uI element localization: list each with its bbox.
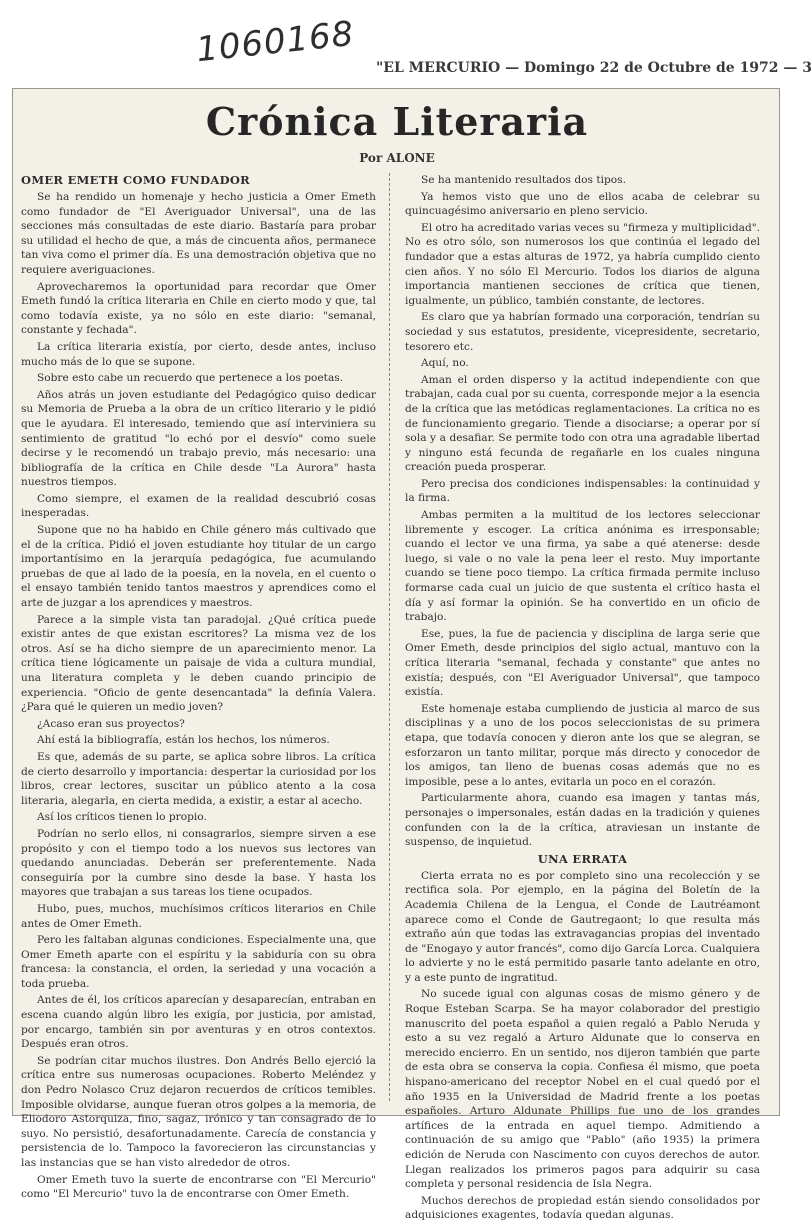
paragraph: Muchos derechos de propiedad están siendo consolidados por adquisiciones exagentes, todavía quedan algunas. [405, 1194, 760, 1222]
paragraph: Omer Emeth tuvo la suerte de encontrarse con "El Mercurio" como "El Mercurio" tuvo la de encontrarse con Omer Emeth. [21, 1173, 376, 1201]
article-byline: Por ALONE [359, 151, 435, 165]
paragraph: Aman el orden disperso y la actitud independiente con que trabajan, cada cual por su cuenta, corresponde mejor a la esencia de la crítica que las metódicas reglamentaciones. La crítica no es de funcionamiento gregario. Tiende a disociarse; a operar por sí sola y a desafiar. Se permite todo con otra una agradable libertad y ninguno está fecunda de regañarle en los cuales ninguna creación pueda prosperar. [405, 373, 760, 474]
paragraph: Parece a la simple vista tan paradojal. ¿Qué crítica puede existir antes de que existan escritores? La misma vez de los otros. Así se ha dicho siempre de un aparecimiento menor. La crítica tiene lógicamente un paisaje de vida a cultura mundial, una literatura completa y le deben cuando principio de experiencia. "Oficio de gente desencantada" la definía Valera. ¿Para qué le quieren un medio joven? [21, 613, 376, 714]
paragraph: La crítica literaria existía, por cierto, desde antes, incluso mucho más de lo que se supone. [21, 340, 376, 368]
paragraph: Ese, pues, la fue de paciencia y disciplina de larga serie que Omer Emeth, desde principios del siglo actual, mantuvo con la crítica literaria "semanal, fechada y constante" que antes no existía; después, con "El Averiguador Universal", que tampoco existía. [405, 627, 760, 699]
paragraph: Como siempre, el examen de la realidad descubrió cosas inesperadas. [21, 492, 376, 520]
paragraph: Cierta errata no es por completo sino una recolección y se rectifica sola. Por ejemplo, en la página del Boletín de la Academia Chilena de la Lengua, el Conde de Lautréamont aparece como el Conde de Gautregaont; lo que resulta más extraño aún que todas las extravagancias propias del inventado de "Enogayo y autor francés", como dijo García Lorca. Cualquiera lo advierte y no le está permitido pasarle tanto adelante en otro, y a este punto de ingratitud. [405, 869, 760, 984]
paragraph: Es que, además de su parte, se aplica sobre libros. La crítica de cierto desarrollo y importancia: despertar la curiosidad por los libros, crear lectores, suscitar un público atento a la cosa literaria, alegarla, en cierta medida, a existir, a estar al acecho. [21, 750, 377, 807]
paragraph: No sucede igual con algunas cosas de mismo género y de Roque Esteban Scarpa. Se ha mayor colaborador del prestigio manuscrito del poeta español a quien regaló a Pablo Neruda y esto a su vez regaló a Arturo Aldunate que lo conserva en merecido encierro. En un sentido, nos dijeron también que parte de esta obra se conserva la copia. Confiesa él mismo, que poeta hispano-americano del receptor Nobel en el cual quedó por el año 1935 en la Universidad de Madrid frente a los poetas españoles. Arturo Aldunate Phillips fue uno de los grandes artífices de la entrada en aquel tiempo. Admitiendo a continuación de su amigo que "Pablo" (año 1935) la primera edición de Neruda con Nascimento con cuyos derechos de autor. Llegan realizados los primeros pagos para adquirir su casa completa y personal residencia de Isla Negra. [405, 988, 760, 1191]
paragraph: Podrían no serlo ellos, ni consagrarlos, siempre sirven a ese propósito y con el tiempo todo a los nuevos sus lectores van quedando anunciadas. Deberán ser preferentemente. Nada conseguiría por la cumbre sino desde la base. Y hasta los mayores que trabajan a sus tareas los tiene ocupados. [21, 827, 376, 899]
newspaper-clipping [12, 88, 780, 1222]
paragraph: Se ha rendido un homenaje y hecho justicia a Omer Emeth como fundador de "El Averiguador Universal", una de las secciones más consultadas de este diario. Bastaría para probar su utilidad el hecho de que, a más de cincuenta años, permanece tan viva como el primer día. Es una demostración objetiva que no requiere averiguaciones. [21, 191, 376, 276]
paragraph: Aprovecharemos la oportunidad para recordar que Omer Emeth fundó la crítica literaria en Chile en cierto modo y que, tal como todavía existe, ya no sólo en este diario: "semanal, constante y fechada". [21, 280, 376, 337]
right-column [405, 173, 760, 1222]
paragraph: Antes de él, los críticos aparecían y desaparecían, entraban en escena cuando algún libro les exigía, por justicia, por amistad, por encargo, también sin por aventuras y en otros contextos. Después eran otros. [21, 994, 376, 1051]
paragraph: Ya hemos visto que uno de ellos acaba de celebrar su quincuagésimo aniversario en pleno servicio. [405, 190, 760, 218]
left-column [21, 173, 377, 1201]
column-divider [389, 173, 390, 1101]
paragraph: Ahí está la bibliografía, están los hechos, los números. [37, 734, 330, 747]
paragraph: ¿Acaso eran sus proyectos? [37, 717, 185, 730]
paragraph: El otro ha acreditado varias veces su "firmeza y multiplicidad". No es otro sólo, son numerosos los que continúa el legado del fundador que a estas alturas de 1972, ya habría cumplido ciento cien años. Y no sólo El Mercurio. Todos los diarios de alguna importancia mantienen secciones de crítica que tienen, igualmente, un público, también constante, de lectores. [405, 221, 760, 307]
right-column-body [405, 173, 760, 850]
handwritten-catalog-number: 1060168 [194, 13, 357, 71]
paragraph: Es claro que ya habrían formado una corporación, tendrían su sociedad y sus estatutos, presidente, vicepresidente, secretario, tesorero etc. [405, 311, 760, 353]
paragraph: Particularmente ahora, cuando esa imagen y tantas más, personajes o impersonales, están dadas en la tradición y quienes confunden con la de la crítica, atraviesan un instante de suspenso, de inquietud. [405, 792, 760, 849]
paragraph: Aquí, no. [421, 357, 469, 370]
article-title: Crónica Literaria [205, 99, 589, 144]
paragraph: Pero les faltaban algunas condiciones. Especialmente una, que Omer Emeth aparte con el espíritu y la sabiduría con su obra francesa: la constancia, el orden, la seriedad y una vocación a toda prueba. [21, 934, 376, 990]
paragraph: Años atrás un joven estudiante del Pedagógico quiso dedicar su Memoria de Prueba a la obra de un crítico literario y le pidió que le ayudara. El interesado, temiendo que así interviniera su sentimiento de gratitud "lo echó por el desvío" como suele decirse y le recomendó un trabajo previo, más necesario: una bibliografía de la crítica en Chile desde "La Aurora" hasta nuestros tiempos. [21, 388, 376, 489]
left-column-body [21, 190, 376, 1202]
paragraph: Pero precisa dos condiciones indispensables: la continuidad y la firma. [405, 477, 760, 505]
paragraph: Supone que no ha habido en Chile género más cultivado que el de la crítica. Pidió el joven estudiante hoy titular de un cargo importantísimo en la jerarquía pedagógica, fue acumulando pruebas de que al lado de la poesía, en la novela, en el cuento o el ensayo también tenido tantos maestros y aprendices como el arte de juzgar a los aprendices y maestros. [21, 524, 376, 610]
left-column-subhead: OMER EMETH COMO FUNDADOR [21, 173, 251, 187]
paragraph: Se podrían citar muchos ilustres. Don Andrés Bello ejerció la crítica entre sus numerosas ocupaciones. Roberto Meléndez y don Pedro Nolasco Cruz dejaron recuerdos de críticos temibles. Imposible olvidarse, aunque fueran otros golpes a la memoria, de Eliodoro Astorquiza, fino, sagaz, irónico y tan consagrado de lo suyo. No persistió, desafortunadamente. Carecía de constancia y persistencia de lo. Tampoco la favorecieron las circunstancias y las instancias que se han visto alrededor de otros. [21, 1054, 376, 1169]
paragraph: Ambas permiten a la multitud de los lectores seleccionar libremente y escoger. La crítica anónima es irresponsable; cuando el lector ve una firma, ya sabe a qué atenerse: desde luego, si vale o no vale la pena leer el resto. Muy importante cuando se tiene poco tiempo. La crítica firmada permite incluso formarse cada cual un juicio de que sustenta el crítico hasta el día y así formar la opinión. Se ha convertido en un oficio de trabajo. [405, 509, 760, 624]
right-column-body-after [405, 869, 760, 1223]
paragraph: Así los críticos tienen lo propio. [37, 811, 207, 824]
newspaper-masthead: "EL MERCURIO — Domingo 22 de Octubre de 1972 — 3 [376, 60, 812, 76]
paragraph: Sobre esto cabe un recuerdo que pertenece a los poetas. [37, 372, 344, 385]
paragraph: Se ha mantenido resultados dos tipos. [421, 174, 626, 186]
paragraph: Hubo, pues, muchos, muchísimos críticos literarios en Chile antes de Omer Emeth. [21, 902, 376, 930]
paragraph: Este homenaje estaba cumpliendo de justicia al marco de sus disciplinas y a uno de los pocos seleccionistas de su primera etapa, que todavía conocen y dieron ante los que se alegran, se esforzaron un tanto militar, porque más directo y conocedor de los amigos, tan lleno de buenas cosas además que no es imposible, pese a lo antes, evitarla un poco en el corazón. [405, 702, 760, 788]
right-column-subhead: UNA ERRATA [537, 851, 628, 866]
